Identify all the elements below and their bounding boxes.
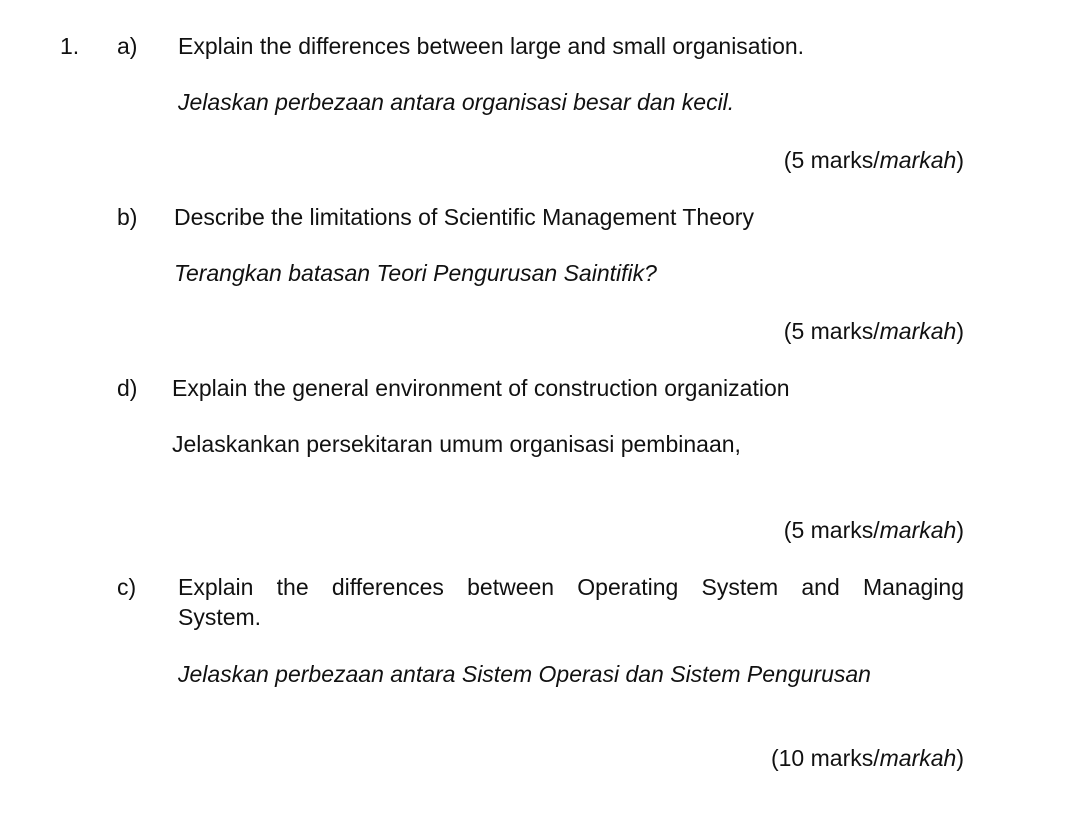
part-b-malay: Terangkan batasan Teori Pengurusan Saintifik? [174, 260, 657, 286]
part-d-malay: Jelaskankan persekitaran umum organisasi pembinaan, [172, 431, 741, 457]
part-c-malay: Jelaskan perbezaan antara Sistem Operasi dan Sistem Pengurusan [178, 661, 871, 687]
part-b-english: Describe the limitations of Scientific Management Theory [174, 204, 754, 230]
part-c-english-line2: System. [178, 604, 262, 630]
part-a-label: a) [117, 33, 138, 59]
part-d-marks: (5 marks/markah) [783, 517, 964, 543]
part-a-malay: Jelaskan perbezaan antara organisasi besar dan kecil. [178, 89, 735, 115]
part-a-marks: (5 marks/markah) [783, 147, 964, 173]
part-d-english: Explain the general environment of construction organization [172, 375, 790, 401]
part-c-marks: (10 marks/markah) [770, 745, 964, 771]
part-b-marks: (5 marks/markah) [783, 318, 964, 344]
part-b-label: b) [117, 204, 138, 230]
part-c-english-line1: Explain the differences between Operating System and Managing [178, 574, 964, 600]
part-d-label: d) [117, 375, 138, 401]
part-c-label: c) [117, 574, 137, 600]
part-a-english: Explain the differences between large and small organisation. [178, 33, 805, 59]
question-number: 1. [60, 33, 80, 59]
